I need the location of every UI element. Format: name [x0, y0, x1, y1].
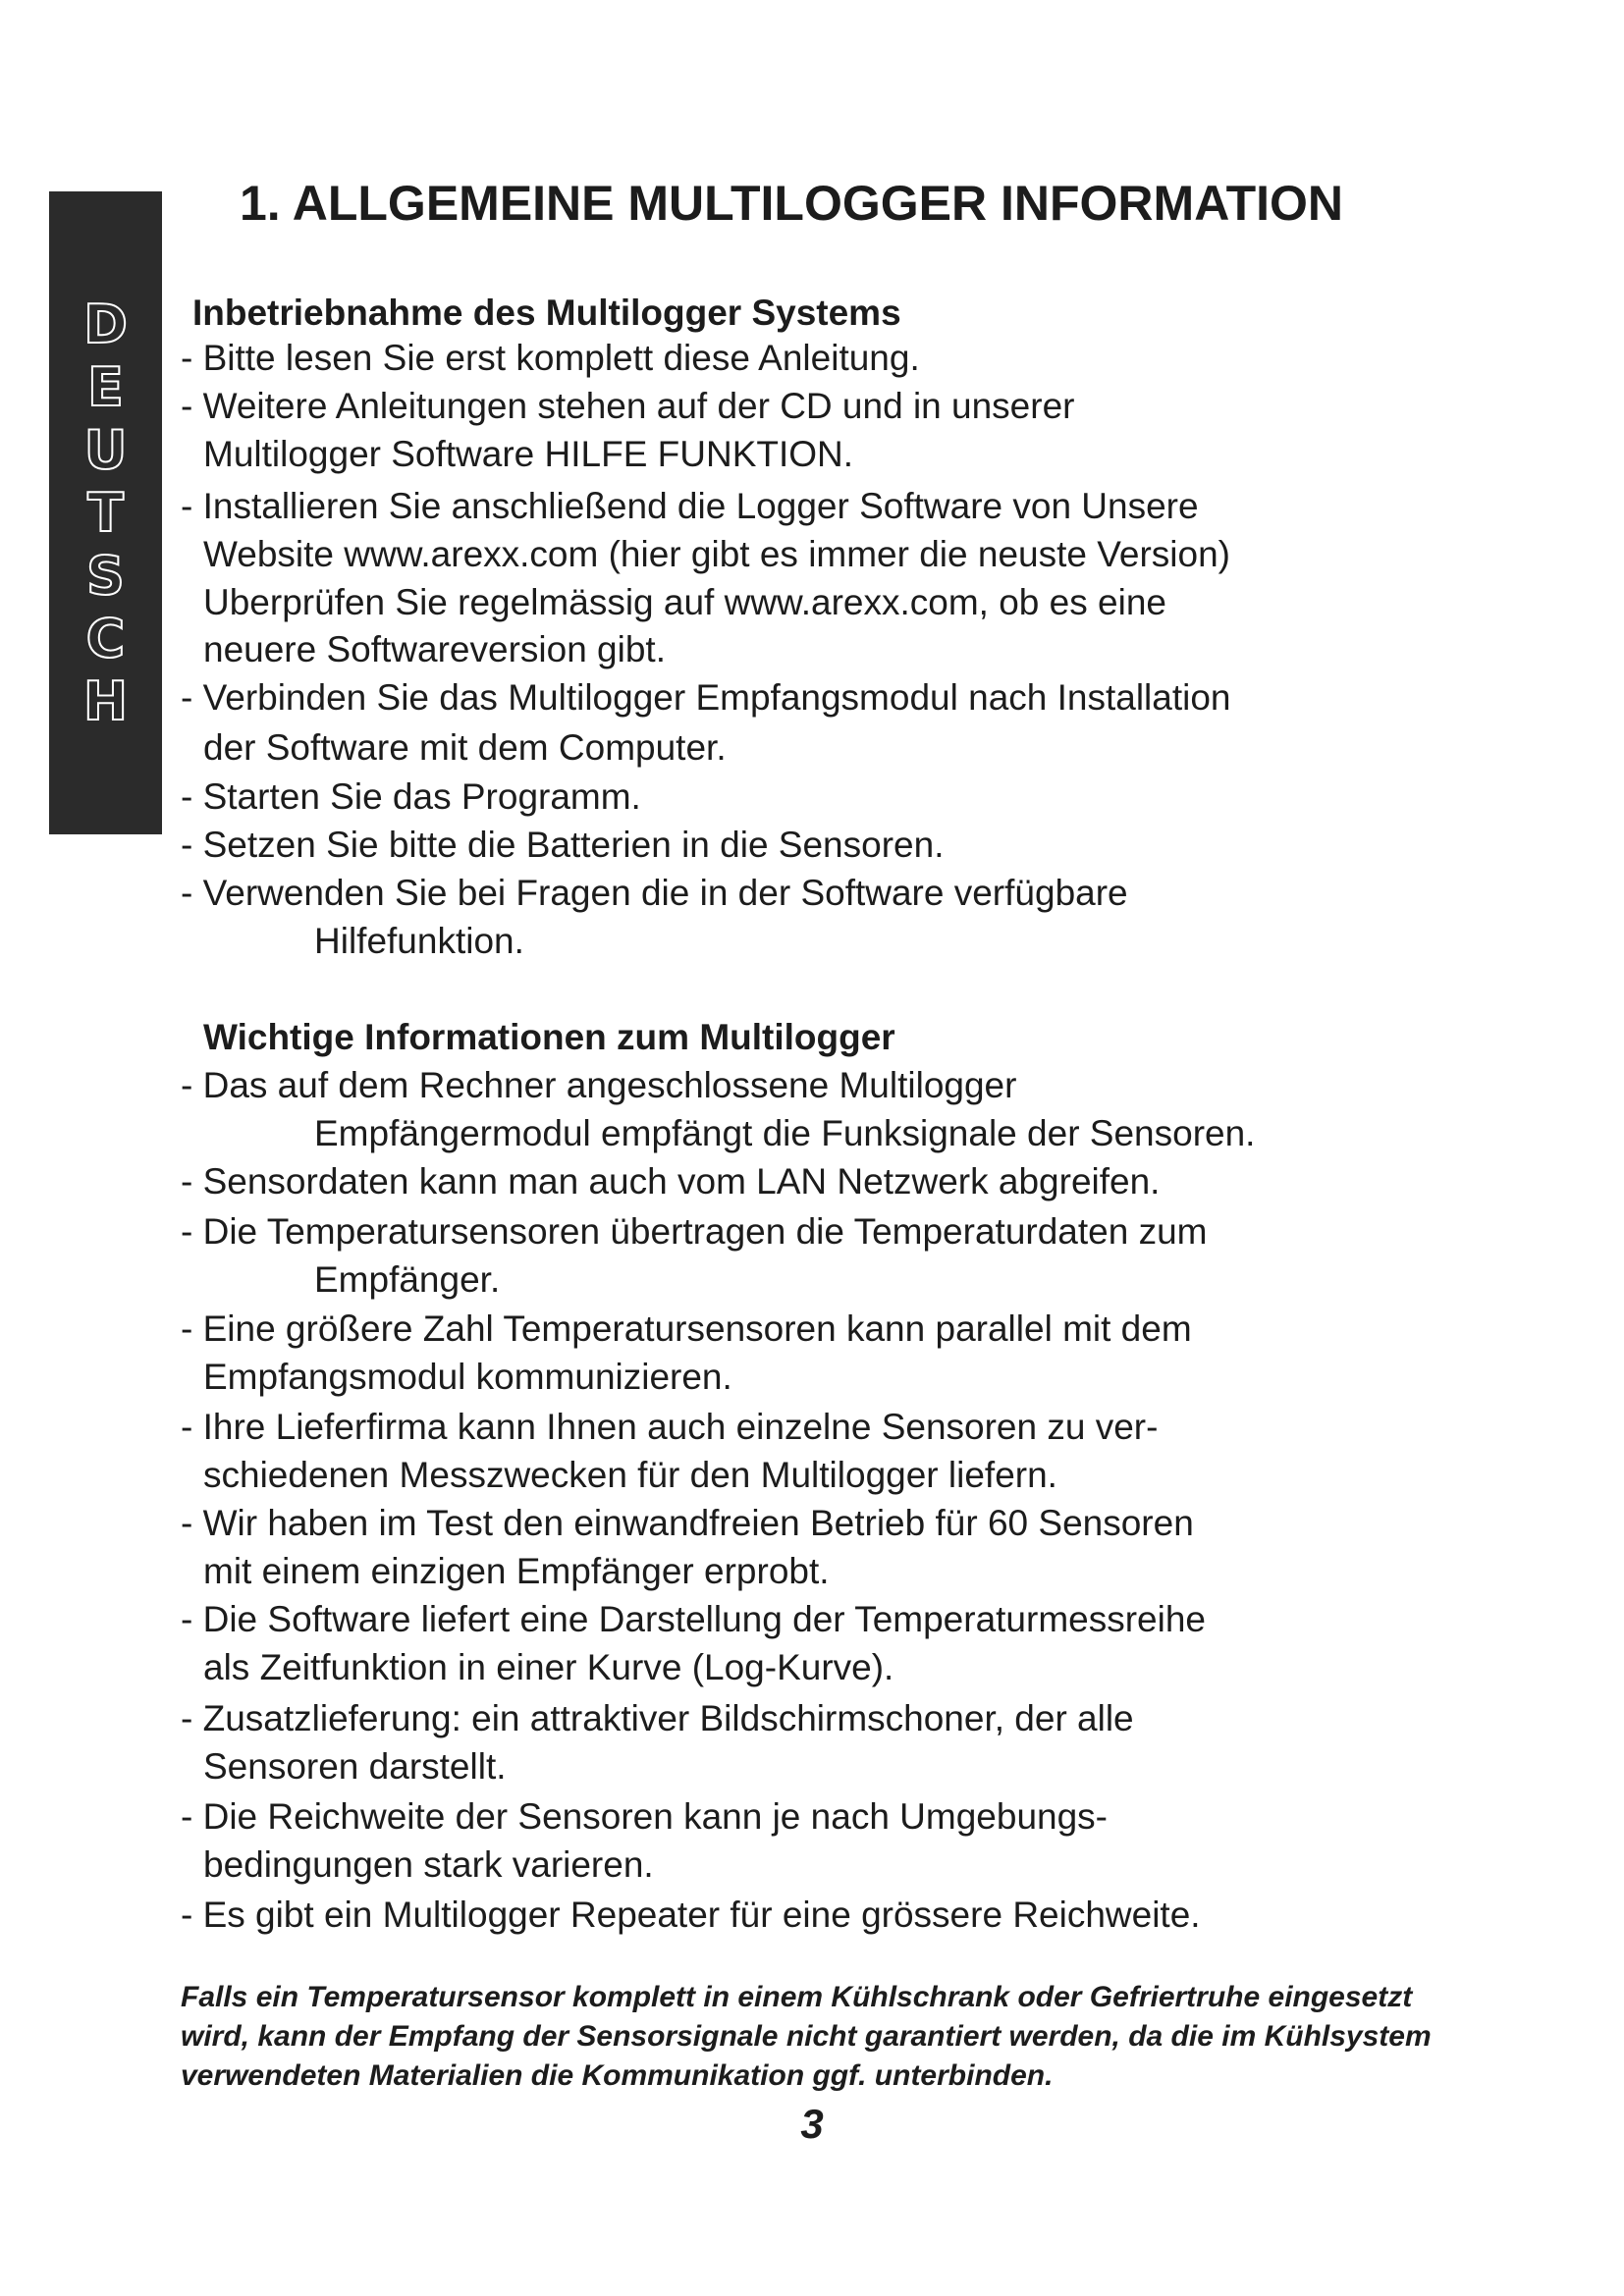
page-title: 1. ALLGEMEINE MULTILOGGER INFORMATION — [240, 176, 1344, 231]
warning-note: Falls ein Temperatursensor komplett in einem Kühlschrank oder Gefriertruhe eingesetzt wird, kann der Empfang der Sensorsignale nicht garantiert werden, da die im Kühlsystem verwendeten Materialien die Kommunikation ggf. unterbinden. — [181, 1981, 1432, 2092]
list-item-continuation: bedingungen stark varieren. — [203, 1844, 654, 1885]
page-number: 3 — [800, 2101, 824, 2147]
language-side-tab — [49, 191, 162, 834]
list-item: - Das auf dem Rechner angeschlossene Multilogger — [181, 1065, 1017, 1105]
list-item-continuation: schiedenen Messzwecken für den Multilogger liefern. — [203, 1455, 1057, 1495]
list-item-continuation: Sensoren darstellt. — [203, 1746, 507, 1787]
list-item: - Die Reichweite der Sensoren kann je nach Umgebungs- — [181, 1796, 1109, 1837]
side-tab-letter: T — [87, 481, 124, 544]
list-item: - Es gibt ein Multilogger Repeater für eine grössere Reichweite. — [181, 1895, 1201, 1935]
list-item: - Wir haben im Test den einwandfreien Betrieb für 60 Sensoren — [181, 1503, 1194, 1543]
side-tab-letter: E — [87, 355, 124, 418]
side-tab-letter: C — [85, 607, 126, 669]
list-item-continuation: der Software mit dem Computer. — [203, 727, 727, 768]
side-tab-letter: D — [83, 293, 128, 355]
list-item-continuation: Empfangsmodul kommunizieren. — [203, 1357, 732, 1397]
list-item: - Zusatzlieferung: ein attraktiver Bildschirmschoner, der alle — [181, 1698, 1134, 1738]
list-item: - Setzen Sie bitte die Batterien in die Sensoren. — [181, 825, 945, 865]
list-item-continuation: Uberprüfen Sie regelmässig auf www.arexx.com, ob es eine — [203, 582, 1166, 622]
side-tab-letter: S — [86, 544, 125, 607]
list-item: - Verbinden Sie das Multilogger Empfangsmodul nach Installation — [181, 677, 1231, 718]
list-item-continuation: als Zeitfunktion in einer Kurve (Log-Kurve). — [203, 1647, 894, 1687]
side-tab-letter: U — [83, 418, 128, 481]
list-item: - Verwenden Sie bei Fragen die in der Software verfügbare — [181, 873, 1128, 913]
section-heading-info: Wichtige Informationen zum Multilogger — [203, 1017, 895, 1057]
list-item: - Bitte lesen Sie erst komplett diese Anleitung. — [181, 338, 920, 378]
list-item: - Weitere Anleitungen stehen auf der CD und in unserer — [181, 386, 1075, 426]
list-item-continuation: Empfänger. — [314, 1259, 501, 1300]
list-item-continuation: mit einem einzigen Empfänger erprobt. — [203, 1551, 830, 1591]
list-item-continuation: Multilogger Software HILFE FUNKTION. — [203, 434, 854, 474]
section-heading-setup: Inbetriebnahme des Multilogger Systems — [192, 293, 901, 333]
list-item: - Sensordaten kann man auch vom LAN Netzwerk abgreifen. — [181, 1161, 1161, 1201]
list-item-continuation: Website www.arexx.com (hier gibt es immer die neuste Version) — [203, 534, 1230, 574]
side-tab-letter: H — [82, 669, 129, 732]
list-item: - Eine größere Zahl Temperatursensoren kann parallel mit dem — [181, 1308, 1192, 1349]
list-item-continuation: Hilfefunktion. — [314, 921, 524, 961]
list-item: - Starten Sie das Programm. — [181, 776, 641, 817]
list-item-continuation: neuere Softwareversion gibt. — [203, 629, 666, 669]
list-item: - Ihre Lieferfirma kann Ihnen auch einzelne Sensoren zu ver- — [181, 1407, 1159, 1447]
list-item-continuation: Empfängermodul empfängt die Funksignale der Sensoren. — [314, 1113, 1256, 1153]
list-item: - Installieren Sie anschließend die Logger Software von Unsere — [181, 486, 1199, 526]
list-item: - Die Software liefert eine Darstellung der Temperaturmessreihe — [181, 1599, 1207, 1639]
list-item: - Die Temperatursensoren übertragen die Temperaturdaten zum — [181, 1211, 1208, 1252]
